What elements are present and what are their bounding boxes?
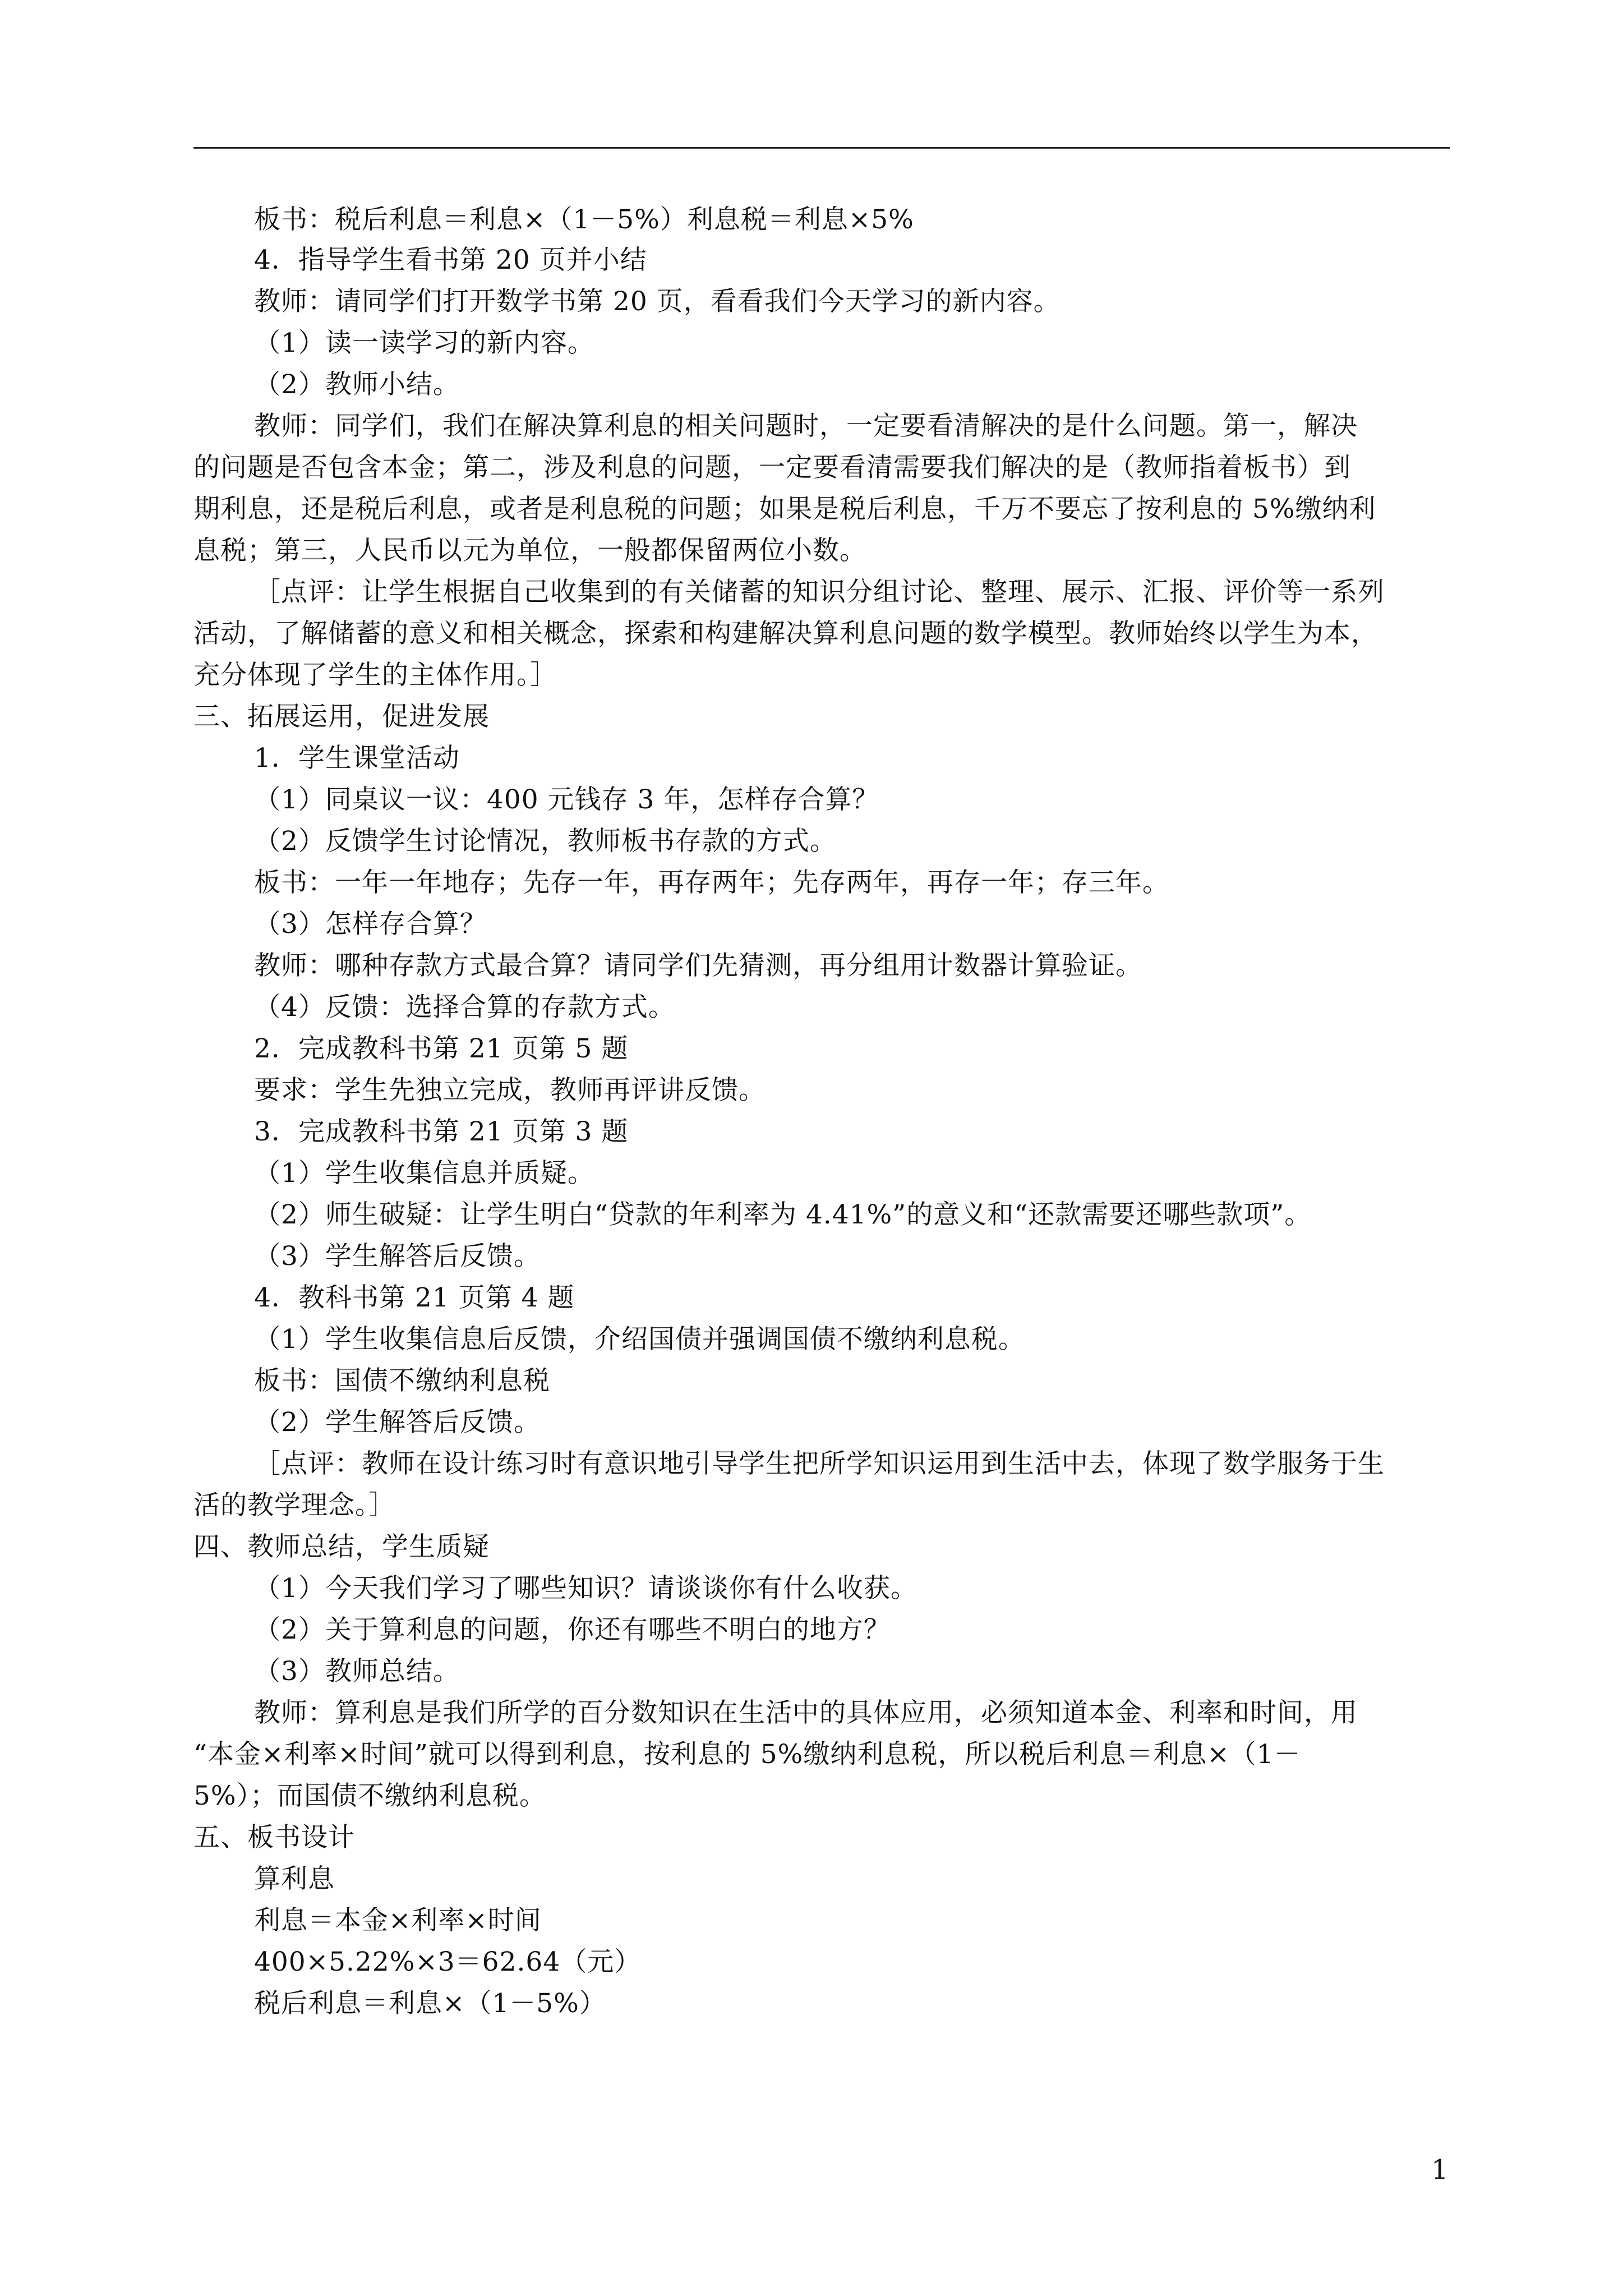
text-line: 教师：请同学们打开数学书第 20 页，看看我们今天学习的新内容。 <box>254 286 1061 317</box>
text-line: 充分体现了学生的主体作用。］ <box>193 660 557 691</box>
text-line: 3．完成教科书第 21 页第 3 题 <box>254 1116 629 1147</box>
text-line: 算利息 <box>254 1864 335 1894</box>
text-line: （1）今天我们学习了哪些知识？请谈谈你有什么收获。 <box>254 1573 917 1604</box>
text-line: ［点评：教师在设计练习时有意识地引导学生把所学知识运用到生活中去，体现了数学服务于生 <box>254 1448 1385 1479</box>
text-line: 板书：税后利息＝利息×（1－5%）利息税＝利息×5% <box>254 204 914 235</box>
text-line: （1）同桌议一议：400 元钱存 3 年，怎样存合算？ <box>254 784 879 815</box>
text-line: 板书：一年一年地存；先存一年，再存两年；先存两年，再存一年；存三年。 <box>254 867 1169 898</box>
text-line: 利息＝本金×利率×时间 <box>254 1905 542 1936</box>
text-line: （2）师生破疑：让学生明白“贷款的年利率为 4.41%”的意义和“还款需要还哪些款项”。 <box>254 1199 1312 1230</box>
section-heading: 三、拓展运用，促进发展 <box>193 701 490 732</box>
text-line: 1．学生课堂活动 <box>254 743 460 774</box>
text-line: （3）怎样存合算？ <box>254 909 487 940</box>
text-line: （2）学生解答后反馈。 <box>254 1407 541 1438</box>
text-line: （1）学生收集信息后反馈，介绍国债并强调国债不缴纳利息税。 <box>254 1324 1025 1355</box>
text-line: 板书：国债不缴纳利息税 <box>254 1365 550 1396</box>
text-line: 教师：哪种存款方式最合算？请同学们先猜测，再分组用计数器计算验证。 <box>254 950 1142 981</box>
text-line: 的问题是否包含本金；第二，涉及利息的问题，一定要看清需要我们解决的是（教师指着板书）到 <box>193 452 1351 483</box>
text-line: 400×5.22%×3＝62.64（元） <box>254 1947 642 1977</box>
text-line: 2．完成教科书第 21 页第 5 题 <box>254 1033 629 1064</box>
text-line: （2）教师小结。 <box>254 369 460 400</box>
text-line: （3）教师总结。 <box>254 1656 460 1687</box>
text-line: 息税；第三，人民币以元为单位，一般都保留两位小数。 <box>193 535 866 566</box>
header-rule <box>193 147 1450 149</box>
text-line: 要求：学生先独立完成，教师再评讲反馈。 <box>254 1075 766 1106</box>
text-line: ［点评：让学生根据自己收集到的有关储蓄的知识分组讨论、整理、展示、汇报、评价等一系列 <box>254 577 1385 608</box>
text-line: 5%）；而国债不缴纳利息税。 <box>193 1780 547 1811</box>
text-line: 教师：算利息是我们所学的百分数知识在生活中的具体应用，必须知道本金、利率和时间，用 <box>254 1697 1358 1728</box>
text-line: 税后利息＝利息×（1－5%） <box>254 1988 606 2019</box>
section-heading: 五、板书设计 <box>193 1822 355 1853</box>
text-line: 4．教科书第 21 页第 4 题 <box>254 1282 575 1313</box>
text-line: （3）学生解答后反馈。 <box>254 1241 541 1272</box>
text-line: （2）关于算利息的问题，你还有哪些不明白的地方？ <box>254 1614 891 1645</box>
text-line: 4．指导学生看书第 20 页并小结 <box>254 245 647 275</box>
page-number: 1 <box>1431 2154 1449 2185</box>
text-line: 活动，了解储蓄的意义和相关概念，探索和构建解决算利息问题的数学模型。教师始终以学生为本， <box>193 618 1378 649</box>
text-line: （4）反馈：选择合算的存款方式。 <box>254 992 675 1023</box>
text-line: （1）学生收集信息并质疑。 <box>254 1158 594 1189</box>
text-line: 期利息，还是税后利息，或者是利息税的问题；如果是税后利息，千万不要忘了按利息的 5%缴纳利 <box>193 494 1376 524</box>
text-line: “本金×利率×时间”就可以得到利息，按利息的 5%缴纳利息税，所以税后利息＝利息×（1－ <box>193 1739 1301 1770</box>
section-heading: 四、教师总结，学生质疑 <box>193 1531 490 1562</box>
text-line: （2）反馈学生讨论情况，教师板书存款的方式。 <box>254 826 837 857</box>
text-line: 教师：同学们，我们在解决算利息的相关问题时，一定要看清解决的是什么问题。第一，解决 <box>254 411 1358 441</box>
text-line: 活的教学理念。］ <box>193 1490 396 1521</box>
text-line: （1）读一读学习的新内容。 <box>254 328 594 358</box>
